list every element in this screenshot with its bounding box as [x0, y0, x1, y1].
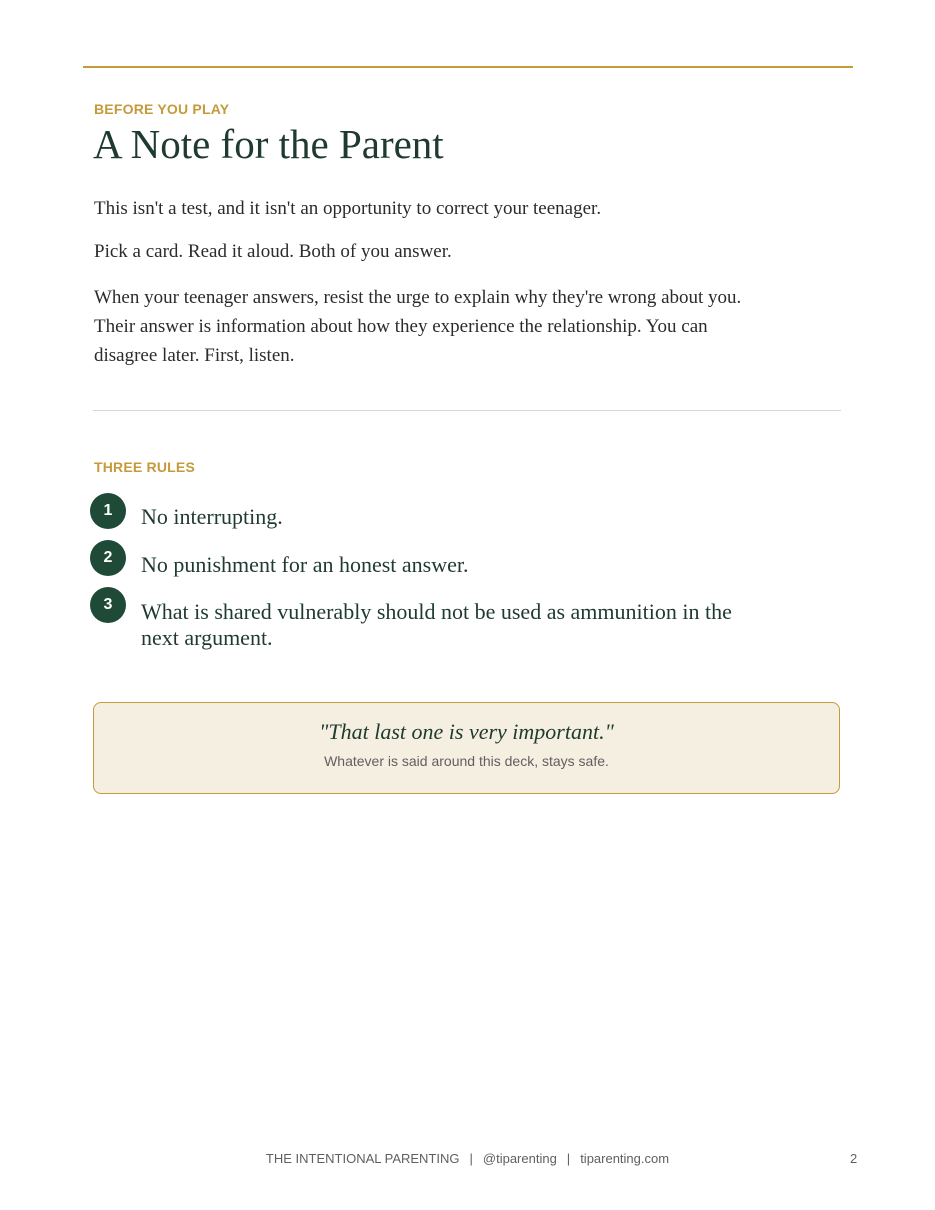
footer-website: tiparenting.com	[580, 1151, 670, 1166]
rules-label: THREE RULES	[94, 459, 195, 475]
intro-paragraph-3: When your teenager answers, resist the urge to explain why they're wrong about you. Their answer is information about how they experience the relationship. You can disagree later. First, listen.	[94, 287, 742, 366]
callout-box	[93, 702, 840, 794]
section-label: BEFORE YOU PLAY	[94, 101, 230, 117]
footer	[0, 1151, 935, 1166]
page-title: A Note for the Parent	[93, 121, 444, 167]
rule-number-badge: 1	[90, 493, 126, 529]
rule-text: No punishment for an honest answer.	[141, 552, 469, 577]
rule-number-badge: 2	[90, 540, 126, 576]
footer-handle: @tiparenting	[482, 1151, 557, 1166]
page-number: 2	[850, 1151, 858, 1166]
intro-paragraph-1: This isn't a test, and it isn't an opportunity to correct your teenager.	[94, 198, 602, 219]
section-divider	[93, 410, 841, 411]
top-rule	[83, 66, 853, 68]
footer-separator: |	[469, 1151, 473, 1166]
callout-quote: "That last one is very important."	[319, 719, 614, 744]
intro-paragraph-2: Pick a card. Read it aloud. Both of you answer.	[94, 241, 452, 262]
footer-separator: |	[566, 1151, 571, 1166]
rule-text: No interrupting.	[141, 504, 283, 529]
rule-text: What is shared vulnerably should not be used as ammunition in the next argument.	[141, 599, 732, 650]
rule-number-badge: 3	[90, 587, 126, 623]
callout-subtext: Whatever is said around this deck, stays safe.	[324, 753, 609, 769]
footer-brand: THE INTENTIONAL PARENTING	[265, 1151, 460, 1166]
